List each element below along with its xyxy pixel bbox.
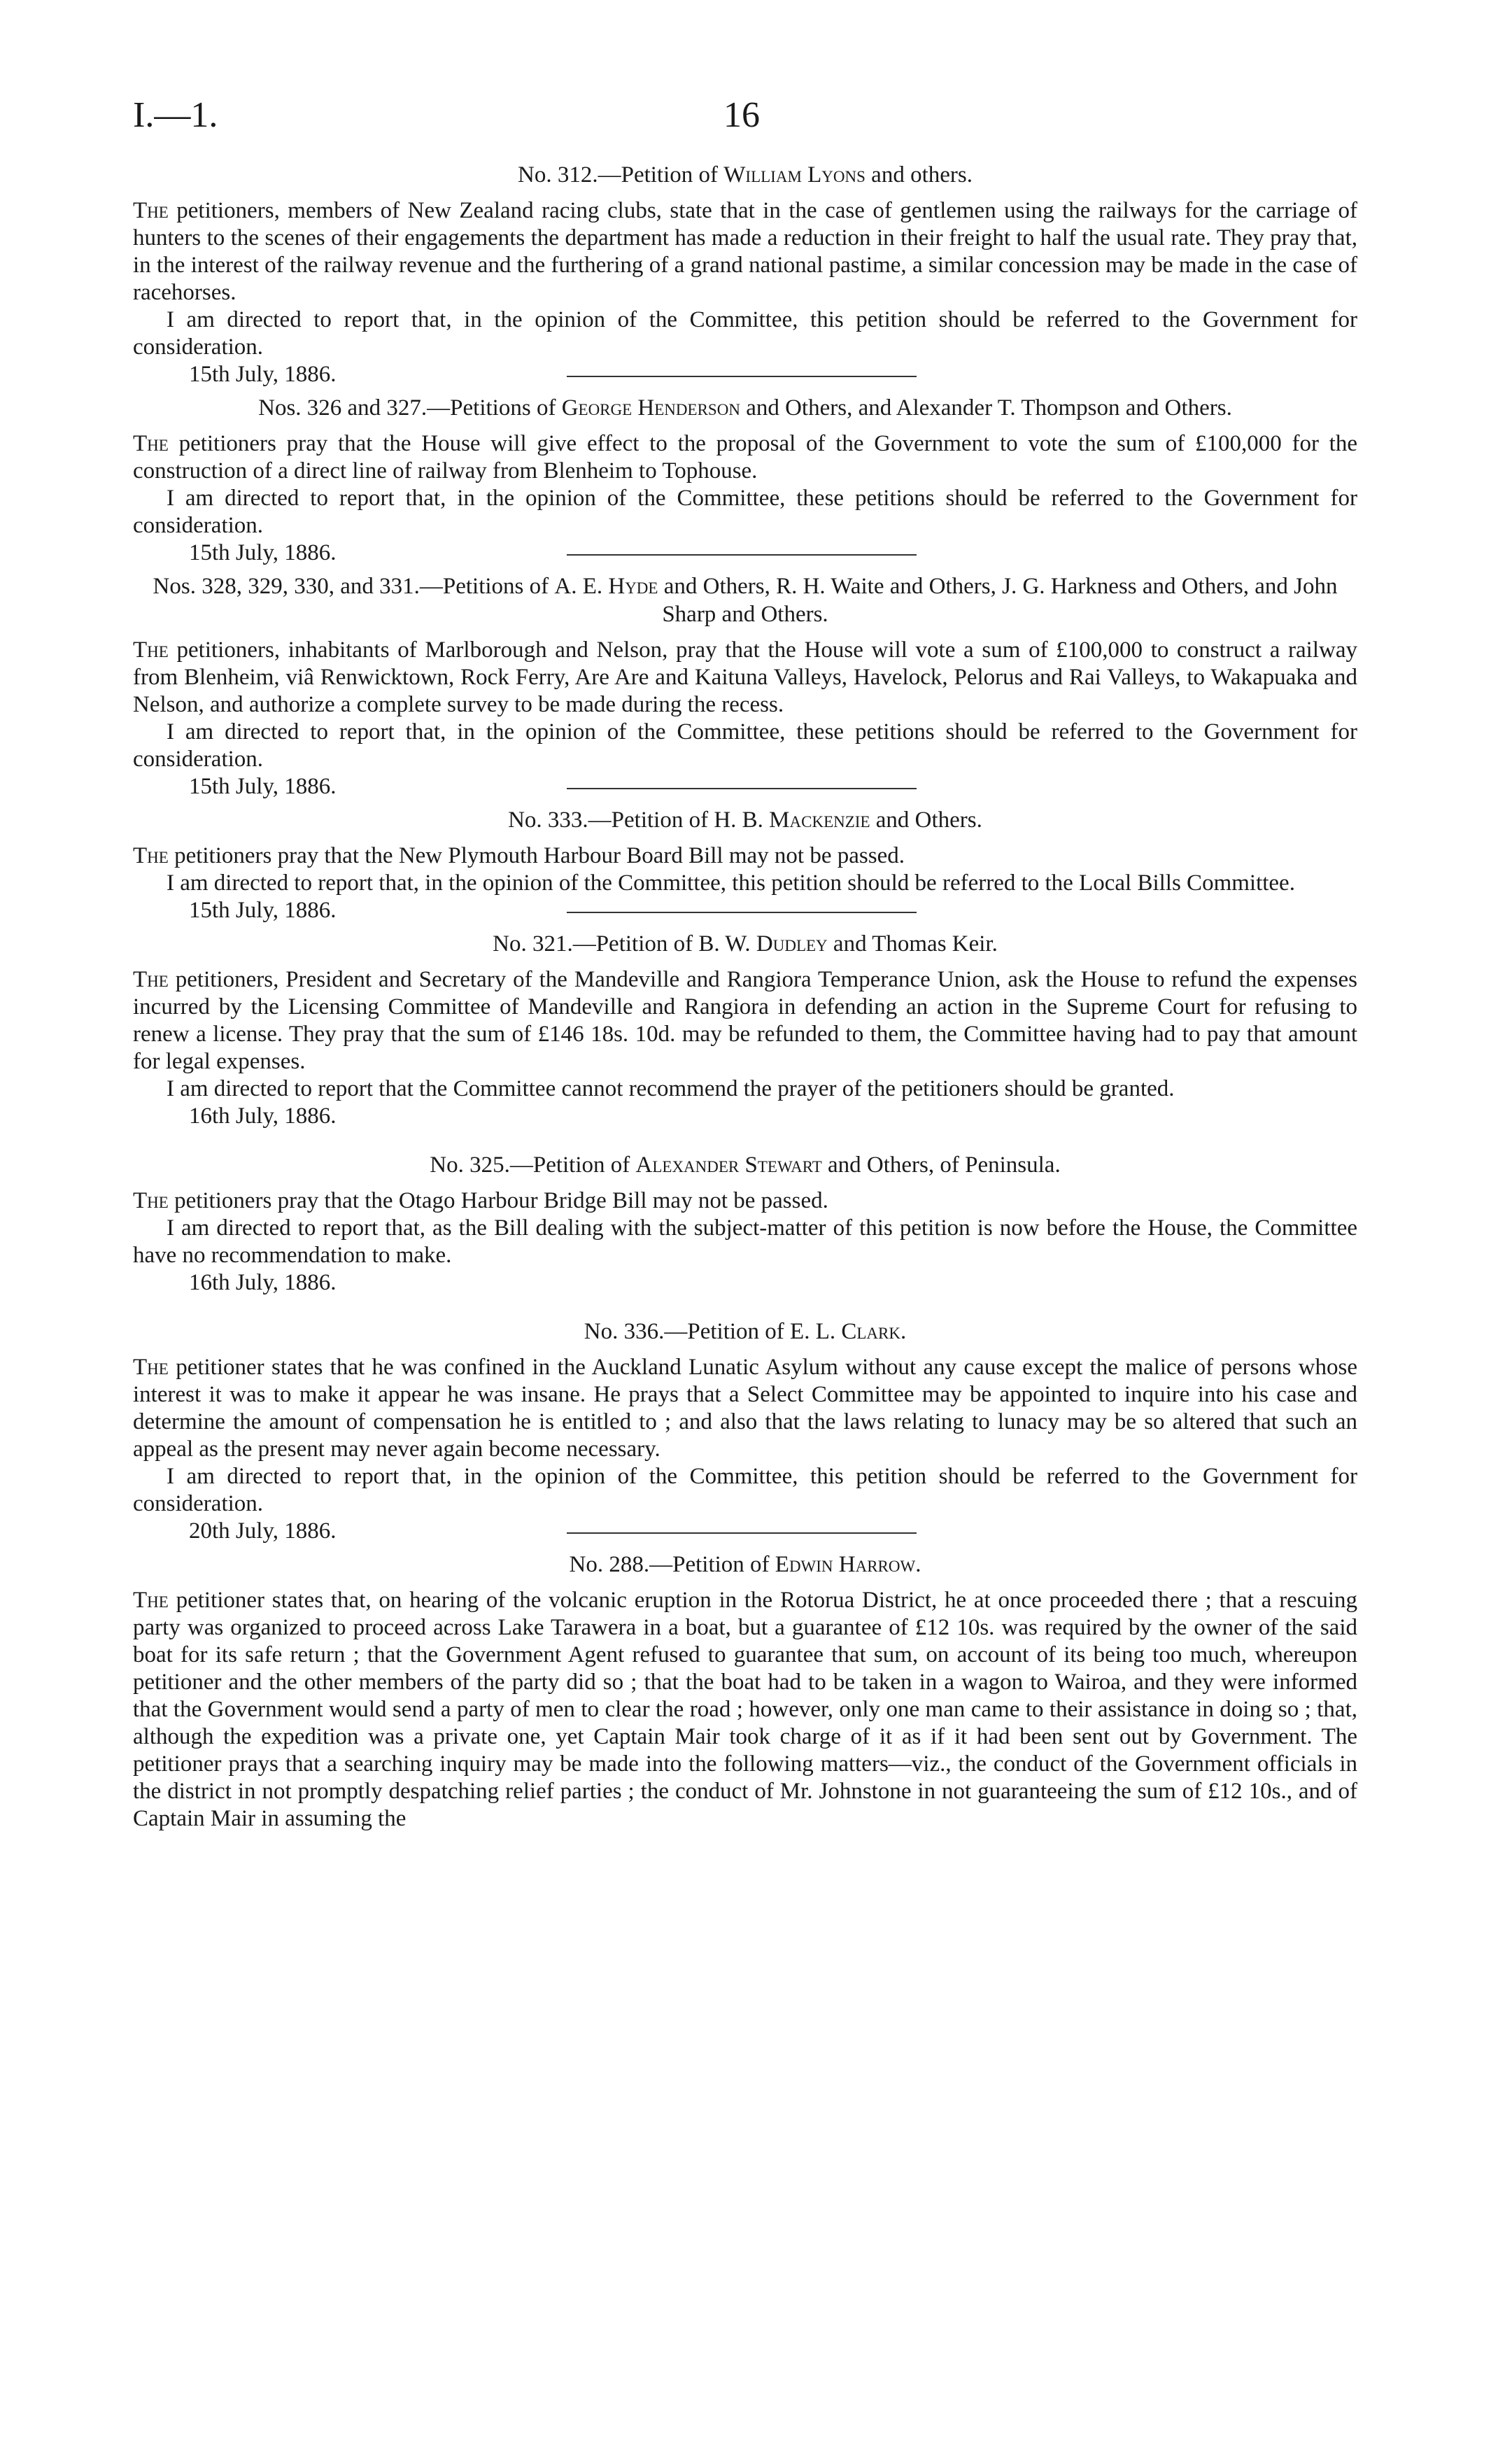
petition-title: No. 325.—Petition of Alexander Stewart and Others, of Peninsula.	[430, 1152, 1061, 1178]
petition-body: The petitioners pray that the New Plymouth Harbour Board Bill may not be passed.	[133, 843, 905, 868]
petition-section	[133, 394, 1357, 565]
petition-section	[133, 1318, 1357, 1544]
page-number: 16	[723, 95, 760, 135]
section-divider	[567, 554, 917, 556]
section-divider	[567, 788, 917, 789]
petition-body: The petitioners, President and Secretary of the Mandeville and Rangiora Temperance Union, ask the House to refund the expenses incurred by the Licensing Committee of Mandeville and Rangiora in defending an action in the Supreme Court for refusing to renew a license. They pray that the sum of £146 18s. 10d. may be refunded to them, the Committee having had to pay that amount for legal expenses.	[133, 967, 1357, 1074]
petition-section	[133, 161, 1357, 387]
report-date: 16th July, 1886.	[189, 1103, 337, 1129]
petition-title: No. 312.—Petition of William Lyons and others.	[518, 162, 973, 188]
committee-report: I am directed to report that, as the Bill dealing with the subject-matter of this petition is now before the House, the Committee have no recommendation to make.	[133, 1215, 1357, 1268]
section-divider	[567, 376, 917, 377]
report-date: 15th July, 1886.	[189, 540, 337, 565]
report-date: 20th July, 1886.	[189, 1518, 337, 1544]
page-body	[133, 161, 1357, 1833]
petition-title: Nos. 328, 329, 330, and 331.—Petitions of A. E. Hyde and Others, R. H. Waite and Others, J. G. Harkness and Others, and John Sharp and Others.	[153, 574, 1338, 627]
petition-title: No. 321.—Petition of B. W. Dudley and Thomas Keir.	[493, 931, 998, 957]
petition-section	[133, 1551, 1357, 1833]
document-reference: I.—1.	[133, 95, 218, 135]
committee-report: I am directed to report that, in the opinion of the Committee, these petitions should be referred to the Government for consideration.	[133, 719, 1357, 772]
petition-body: The petitioners, members of New Zealand racing clubs, state that in the case of gentlemen using the railways for the carriage of hunters to the scenes of their engagements the department has made a reduction in their freight to half the usual rate. They pray that, in the interest of the railway revenue and the furthering of a grand national pastime, a similar concession may be made in the case of racehorses.	[133, 198, 1357, 305]
petition-title: No. 336.—Petition of E. L. Clark.	[584, 1319, 907, 1344]
committee-report: I am directed to report that the Committee cannot recommend the prayer of the petitioners should be granted.	[167, 1076, 1175, 1101]
committee-report: I am directed to report that, in the opinion of the Committee, this petition should be referred to the Government for consideration.	[133, 307, 1357, 360]
petition-section	[133, 930, 1357, 1151]
report-date: 15th July, 1886.	[189, 898, 337, 923]
petition-section	[133, 806, 1357, 923]
petition-body: The petitioners pray that the House will give effect to the proposal of the Government to vote the sum of £100,000 for the construction of a direct line of railway from Blenheim to Tophouse.	[133, 431, 1357, 484]
report-date: 15th July, 1886.	[189, 362, 337, 387]
petition-title: No. 288.—Petition of Edwin Harrow.	[569, 1552, 921, 1577]
petition-body: The petitioners, inhabitants of Marlborough and Nelson, pray that the House will vote a sum of £100,000 to construct a railway from Blenheim, viâ Renwicktown, Rock Ferry, Are Are and Kaituna Valleys, Havelock, Pelorus and Rai Valleys, to Wakapuaka and Nelson, and authorize a complete survey to be made during the recess.	[133, 637, 1357, 717]
report-date: 16th July, 1886.	[189, 1270, 337, 1295]
petition-body: The petitioner states that he was confined in the Auckland Lunatic Asylum without any cause except the malice of persons whose interest it was to make it appear he was insane. He prays that a Select Committee may be appointed to inquire into his case and determine the amount of compensation he is entitled to ; and also that the laws relating to lunacy may be so altered that such an appeal as the present may never again become necessary.	[133, 1355, 1357, 1462]
committee-report: I am directed to report that, in the opinion of the Committee, this petition should be referred to the Local Bills Committee.	[167, 870, 1295, 896]
petition-section	[133, 572, 1357, 799]
petition-title: Nos. 326 and 327.—Petitions of George Henderson and Others, and Alexander T. Thompson and Others.	[258, 395, 1232, 421]
petition-title: No. 333.—Petition of H. B. Mackenzie and Others.	[508, 807, 982, 833]
petition-body: The petitioner states that, on hearing of the volcanic eruption in the Rotorua District, he at once proceeded there ; that a rescuing party was organized to proceed across Lake Tarawera in a boat, but a guarantee of £12 10s. was required by the owner of the said boat for its safe return ; that the Government Agent refused to guarantee that sum, on account of its being too much, whereupon petitioner and the other members of the party did so ; that the boat had to be taken in a wagon to Wairoa, and they were informed that the Government would send a party of men to clear the road ; however, only one man came to their assistance in doing so ; that, although the expedition was a private one, yet Captain Mair took charge of it as if it had been sent out by Government. The petitioner prays that a searching inquiry may be made into the following matters—viz., the conduct of the Government officials in the district in not promptly despatching relief parties ; the conduct of Mr. Johnstone in not guaranteeing the sum of £12 10s., and of Captain Mair in assuming the	[133, 1588, 1357, 1831]
petition-body: The petitioners pray that the Otago Harbour Bridge Bill may not be passed.	[133, 1188, 828, 1213]
petition-section	[133, 1151, 1357, 1318]
section-divider	[567, 912, 917, 913]
report-date: 15th July, 1886.	[189, 774, 337, 799]
committee-report: I am directed to report that, in the opinion of the Committee, these petitions should be referred to the Government for consideration.	[133, 486, 1357, 538]
committee-report: I am directed to report that, in the opinion of the Committee, this petition should be referred to the Government for consideration.	[133, 1464, 1357, 1516]
section-divider	[567, 1532, 917, 1534]
